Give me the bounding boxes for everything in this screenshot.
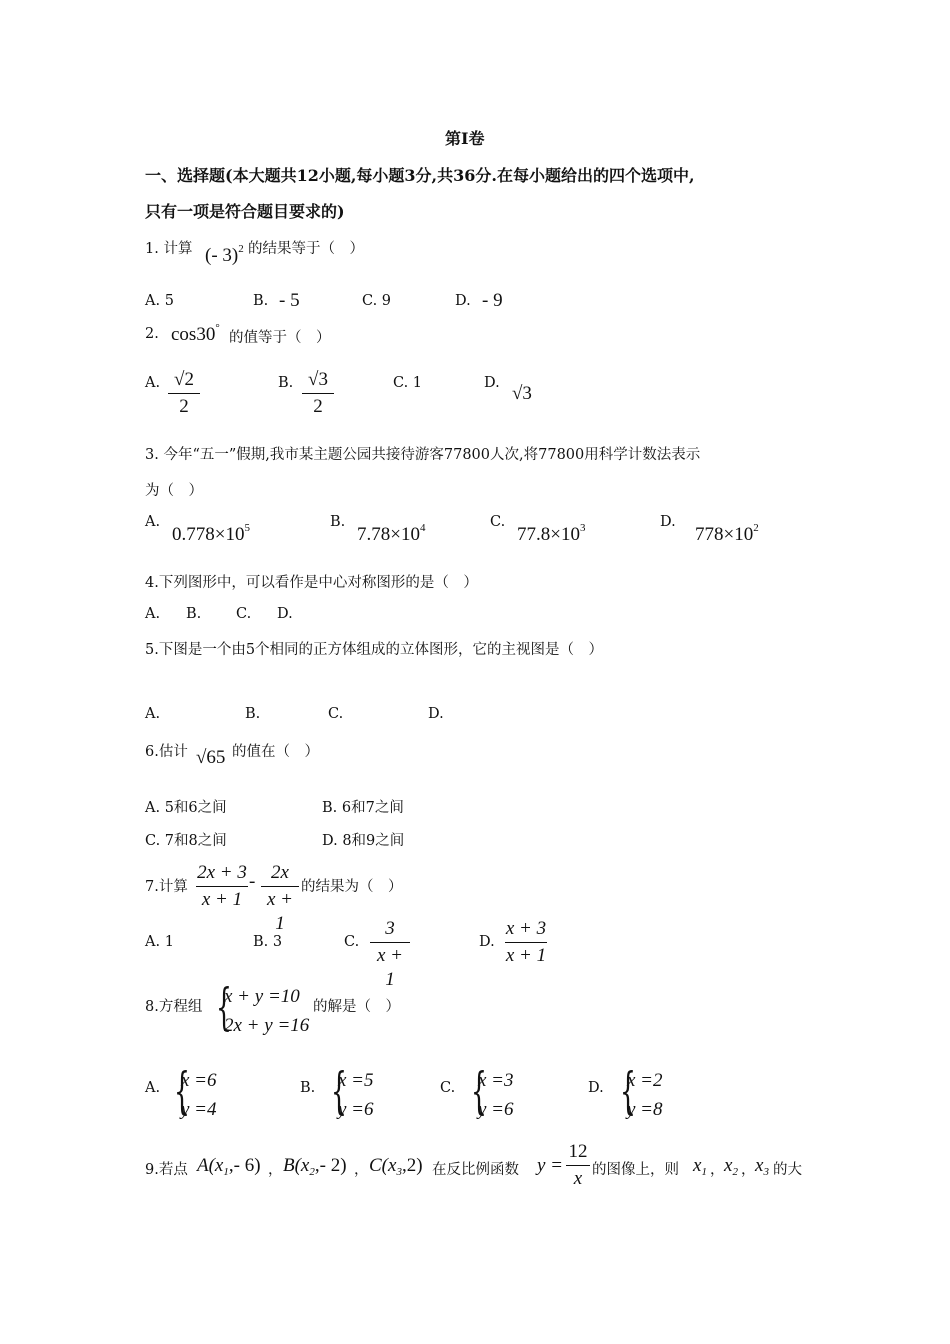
q3-line2: 为（ ）	[145, 483, 203, 499]
q9-sep-3: ，	[710, 1162, 725, 1178]
q1-suffix: 的结果等于（ ）	[248, 241, 364, 257]
q6-prefix: 6.估计	[145, 744, 188, 760]
q4-option-b: B.	[186, 606, 202, 622]
q8-suffix: 的解是（ ）	[313, 999, 400, 1015]
q9-sep-2: ，	[354, 1162, 369, 1178]
q2-option-b-fraction: √3 2	[302, 368, 334, 419]
q8-option-d-line2: y =8	[627, 1099, 663, 1120]
q5-option-b: B.	[245, 706, 261, 722]
q2-option-c: C. 1	[393, 375, 423, 391]
q8-option-a-line1: x =6	[181, 1070, 217, 1091]
q3-option-d: D.	[660, 514, 676, 530]
q3-option-b-value: $7.78\times 10^4$	[357, 522, 426, 545]
q8-option-d-brace: {	[619, 1062, 636, 1120]
q8-brace: {	[215, 978, 232, 1036]
section-heading-line1: 一、选择题(本大题共12小题,每小题3分,共36分.在每小题给出的四个选项中,	[145, 166, 695, 185]
q7-prefix: 7.计算	[145, 879, 188, 895]
q8-option-b-line2: y =6	[338, 1099, 374, 1120]
q8-option-a-brace: {	[173, 1062, 190, 1120]
q9-point-c: $C(x_3,2)$	[369, 1155, 423, 1178]
q9-function-lhs: y =	[537, 1155, 564, 1176]
q2-prefix: 2.	[145, 326, 159, 342]
q9-sep-1: ，	[268, 1162, 283, 1178]
q8-eq1: x + y =10	[224, 986, 300, 1007]
q8-option-d-line1: x =2	[627, 1070, 663, 1091]
q3-option-a-value: $0.778\times 10^5$	[172, 522, 250, 545]
q7-option-a: A. 1	[145, 934, 174, 950]
page-title: 第Ⅰ卷	[445, 129, 485, 148]
q6-suffix: 的值在（ ）	[232, 744, 319, 760]
section-heading-line2: 只有一项是符合题目要求的)	[145, 202, 345, 221]
q3-option-b: B.	[330, 514, 346, 530]
q1-option-c: C. 9	[362, 293, 392, 309]
q7-minus: -	[249, 871, 256, 892]
q3-option-c: C.	[490, 514, 506, 530]
q2-option-d: D.	[484, 375, 500, 391]
q9-x3: $x_3$	[755, 1155, 769, 1178]
q8-option-b: B.	[300, 1080, 316, 1096]
q4-option-a: A.	[145, 606, 161, 622]
q6-option-d: D. 8和9之间	[322, 833, 405, 849]
q7-fraction-1: 2x + 3 x + 1	[197, 862, 247, 910]
q9-x2: $x_2$	[724, 1155, 738, 1178]
q3-option-c-value: $77.8\times 10^3$	[517, 522, 586, 545]
q7-option-d-fraction: x + 3 x + 1	[505, 918, 547, 966]
q8-option-b-brace: {	[330, 1062, 347, 1120]
q6-option-a: A. 5和6之间	[145, 800, 227, 816]
q2-expr: cos30°	[171, 322, 220, 345]
q7-option-b: B. 3	[253, 934, 283, 950]
q2-option-a-fraction: √2 2	[168, 368, 200, 419]
q9-mid: 在反比例函数	[432, 1162, 519, 1178]
q5-option-d: D.	[428, 706, 444, 722]
q8-option-a-line2: y =4	[181, 1099, 217, 1120]
q8-option-c-line2: y =6	[478, 1099, 514, 1120]
q8-option-c-line1: x =3	[478, 1070, 514, 1091]
q4-option-c: C.	[236, 606, 252, 622]
q9-point-b: $B(x_2,-$ 2)	[283, 1155, 347, 1178]
q8-option-a: A.	[145, 1080, 161, 1096]
q5-text: 5.下图是一个由5个相同的正方体组成的立体图形，它的主视图是（ ）	[145, 642, 604, 658]
q9-function-fraction: 12 x	[566, 1140, 590, 1191]
q5-option-c: C.	[328, 706, 344, 722]
q2-suffix: 的值等于（ ）	[229, 330, 331, 346]
q7-option-d: D.	[479, 934, 495, 950]
q5-option-a: A.	[145, 706, 161, 722]
q1-expr: (- 3)$^2$	[205, 243, 244, 266]
q9-x1: $x_1$	[693, 1155, 707, 1178]
q1-option-d: D.	[455, 293, 471, 309]
q2-option-d-value: √3	[512, 383, 532, 404]
q4-text: 4.下列图形中，可以看作是中心对称图形的是（ ）	[145, 575, 478, 591]
q9-point-a: $A(x_1,-$ 6)	[197, 1155, 261, 1178]
q7-option-c-fraction: 3 x + 1	[370, 917, 410, 992]
q2-option-b: B.	[278, 375, 294, 391]
q3-line1: 3. 今年“五一”假期,我市某主题公园共接待游客77800人次,将77800用科学计数法表示	[145, 447, 701, 463]
q6-option-b: B. 6和7之间	[322, 800, 404, 816]
q1-option-b: B.	[253, 293, 269, 309]
q4-option-d: D.	[277, 606, 293, 622]
q3-option-d-value: $778\times 10^2$	[695, 522, 759, 545]
q7-suffix: 的结果为（ ）	[301, 879, 403, 895]
q8-option-c: C.	[440, 1080, 456, 1096]
q9-prefix: 9.若点	[145, 1162, 188, 1178]
q8-option-d: D.	[588, 1080, 604, 1096]
q2-option-a: A.	[145, 375, 161, 391]
q1-prefix: 1. 计算	[145, 241, 193, 257]
q9-end: 的大	[773, 1162, 802, 1178]
q9-sep-4: ，	[741, 1162, 756, 1178]
q6-expr: √65	[196, 747, 226, 768]
q8-prefix: 8.方程组	[145, 999, 203, 1015]
q8-eq2: 2x + y =16	[224, 1015, 310, 1036]
q1-option-d-value: - 9	[482, 290, 503, 311]
q8-option-c-brace: {	[470, 1062, 487, 1120]
q8-option-b-line1: x =5	[338, 1070, 374, 1091]
q1-option-a: A. 5	[145, 293, 174, 309]
q7-option-c: C.	[344, 934, 360, 950]
q1-option-b-value: - 5	[279, 290, 300, 311]
q9-tail: 的图像上，则	[592, 1162, 679, 1178]
q3-option-a: A.	[145, 514, 161, 530]
q6-option-c: C. 7和8之间	[145, 833, 227, 849]
q7-fraction-2: 2x x + 1	[261, 861, 299, 936]
